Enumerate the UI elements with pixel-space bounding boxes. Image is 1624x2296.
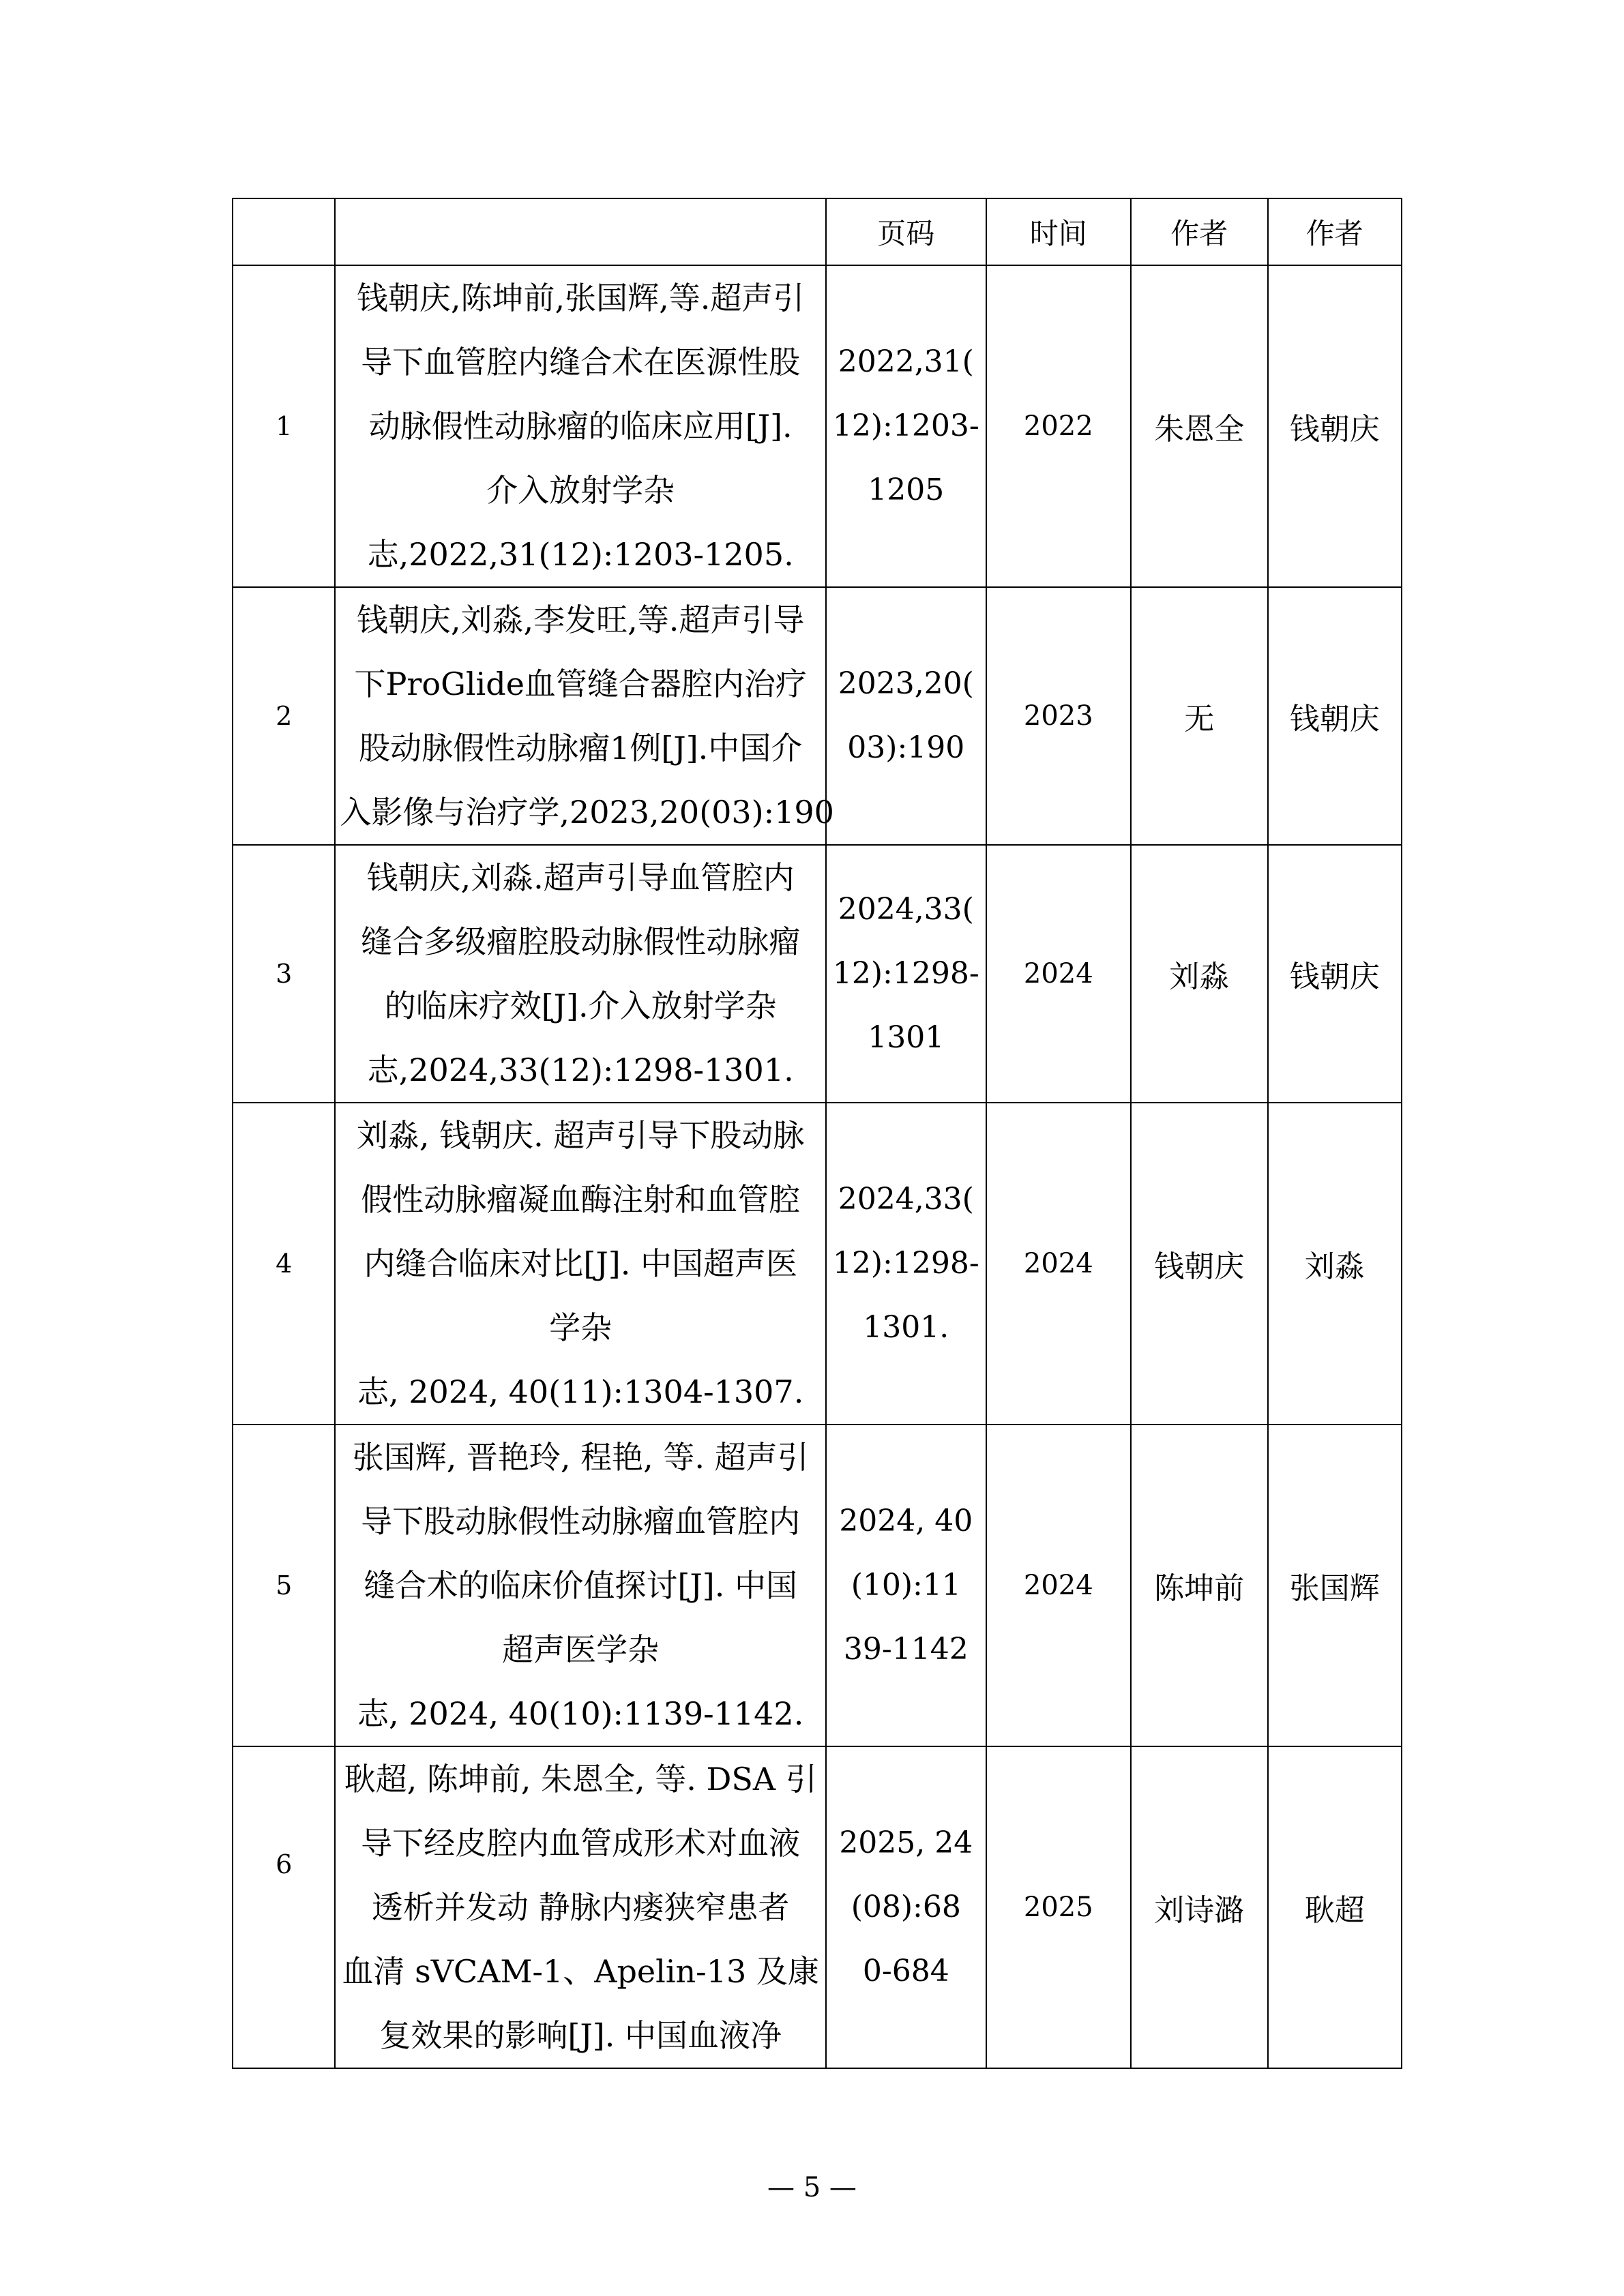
pages-line: 2022,31( xyxy=(838,344,974,379)
citation-cell xyxy=(335,265,826,587)
year-cell: 2023 xyxy=(986,587,1131,845)
pages-cell xyxy=(826,1746,986,2068)
citation-line: 张国辉, 晋艳玲, 程艳, 等. 超声引 xyxy=(352,1439,809,1476)
citation-line: 下ProGlide血管缝合器腔内治疗 xyxy=(354,666,807,702)
citation-line: 缝合术的临床价值探讨[J]. 中国 xyxy=(364,1567,797,1604)
pages-line: 39-1142 xyxy=(843,1632,969,1667)
citation-line: 入影像与治疗学,2023,20(03):190 xyxy=(340,794,834,831)
pages-line: 2024, 40 xyxy=(839,1504,973,1538)
citation-line: 耿超, 陈坤前, 朱恩全, 等. DSA 引 xyxy=(344,1761,817,1798)
page-number: — 5 — xyxy=(767,2172,857,2203)
header-citation xyxy=(335,198,826,265)
year-cell: 2022 xyxy=(986,265,1131,587)
citation-cell xyxy=(335,1425,826,1746)
header-time: 时间 xyxy=(986,198,1131,265)
pages-line: 1301 xyxy=(868,1020,945,1055)
pages-line: 2024,33( xyxy=(838,1182,974,1217)
citation-line: 学杂 xyxy=(549,1309,612,1346)
citation-line: 钱朝庆,刘淼,李发旺,等.超声引导 xyxy=(356,601,805,638)
pages-cell xyxy=(826,1103,986,1425)
author-1-cell: 钱朝庆 xyxy=(1131,1103,1267,1425)
pages-cell xyxy=(826,1425,986,1746)
author-1-cell: 陈坤前 xyxy=(1131,1425,1267,1746)
table-row xyxy=(233,1103,1402,1425)
table-row xyxy=(233,845,1402,1103)
pages-line: 2025, 24 xyxy=(839,1825,973,1860)
pages-line: 03):190 xyxy=(847,730,965,765)
citation-line: 钱朝庆,陈坤前,张国辉,等.超声引 xyxy=(356,280,805,316)
row-index: 5 xyxy=(233,1425,335,1746)
citation-line: 假性动脉瘤凝血酶注射和血管腔 xyxy=(361,1181,801,1218)
author-1-cell: 刘诗潞 xyxy=(1131,1746,1267,2068)
table-row xyxy=(233,587,1402,845)
header-row xyxy=(233,198,1402,265)
pages-line: (08):68 xyxy=(851,1890,961,1924)
year-cell: 2024 xyxy=(986,1103,1131,1425)
author-1-cell: 无 xyxy=(1131,587,1267,845)
citation-line: 内缝合临床对比[J]. 中国超声医 xyxy=(364,1245,797,1282)
citation-cell xyxy=(335,1103,826,1425)
author-1-cell: 刘淼 xyxy=(1131,845,1267,1103)
author-2-cell: 钱朝庆 xyxy=(1268,845,1402,1103)
author-2-cell: 耿超 xyxy=(1268,1746,1402,2068)
row-index: 2 xyxy=(233,587,335,845)
citation-line: 钱朝庆,刘淼.超声引导血管腔内 xyxy=(366,859,795,896)
citation-line: 动脉假性动脉瘤的临床应用[J]. xyxy=(368,408,793,445)
author-2-cell: 钱朝庆 xyxy=(1268,265,1402,587)
year-cell: 2025 xyxy=(986,1746,1131,2068)
table-row xyxy=(233,1746,1402,2068)
citation-line: 刘淼, 钱朝庆. 超声引导下股动脉 xyxy=(356,1117,805,1154)
citation-line: 志, 2024, 40(10):1139-1142. xyxy=(357,1695,804,1732)
citation-line: 的临床疗效[J].介入放射学杂 xyxy=(384,987,777,1024)
header-pages: 页码 xyxy=(826,198,986,265)
citation-line: 导下血管腔内缝合术在医源性股 xyxy=(361,344,801,381)
pages-line: 12):1298- xyxy=(832,1246,979,1281)
author-2-cell: 钱朝庆 xyxy=(1268,587,1402,845)
table-row xyxy=(233,265,1402,587)
header-author-1: 作者 xyxy=(1131,198,1267,265)
publication-table xyxy=(232,198,1402,2069)
citation-cell xyxy=(335,1746,826,2068)
header-author-2: 作者 xyxy=(1268,198,1402,265)
row-index: 1 xyxy=(233,265,335,587)
row-index: 3 xyxy=(233,845,335,1103)
citation-cell xyxy=(335,587,834,845)
citation-line: 志,2022,31(12):1203-1205. xyxy=(367,536,794,573)
table-row xyxy=(233,1425,1402,1746)
citation-line: 复效果的影响[J]. 中国血液净 xyxy=(379,2017,782,2054)
citation-line: 志,2024,33(12):1298-1301. xyxy=(367,1052,794,1088)
pages-line: 1205 xyxy=(868,473,945,507)
citation-line: 缝合多级瘤腔股动脉假性动脉瘤 xyxy=(361,923,801,960)
year-cell: 2024 xyxy=(986,1425,1131,1746)
author-2-cell: 刘淼 xyxy=(1268,1103,1402,1425)
row-index: 6 xyxy=(233,1746,335,2068)
header-index xyxy=(233,198,335,265)
year-cell: 2024 xyxy=(986,845,1131,1103)
pages-line: 12):1203- xyxy=(832,408,979,443)
pages-line: 1301. xyxy=(863,1310,949,1345)
pages-cell xyxy=(826,845,986,1103)
author-1-cell: 朱恩全 xyxy=(1131,265,1267,587)
citation-line: 介入放射学杂 xyxy=(486,472,675,509)
pages-line: 0-684 xyxy=(862,1954,949,1988)
author-2-cell: 张国辉 xyxy=(1268,1425,1402,1746)
pages-line: 2023,20( xyxy=(838,666,974,701)
citation-cell xyxy=(335,845,826,1103)
pages-cell xyxy=(826,265,986,587)
citation-line: 股动脉假性动脉瘤1例[J].中国介 xyxy=(359,730,803,766)
citation-line: 透析并发动 静脉内瘘狭窄患者 xyxy=(371,1889,790,1926)
pages-line: (10):11 xyxy=(851,1568,961,1602)
pages-cell xyxy=(826,587,986,845)
citation-line: 超声医学杂 xyxy=(502,1631,660,1668)
row-index: 4 xyxy=(233,1103,335,1425)
pages-line: 2024,33( xyxy=(838,892,974,927)
citation-line: 导下经皮腔内血管成形术对血液 xyxy=(361,1825,801,1862)
citation-line: 志, 2024, 40(11):1304-1307. xyxy=(357,1373,804,1410)
citation-line: 导下股动脉假性动脉瘤血管腔内 xyxy=(361,1503,801,1540)
pages-line: 12):1298- xyxy=(832,956,979,991)
citation-line: 血清 sVCAM-1、Apelin-13 及康 xyxy=(342,1953,819,1990)
